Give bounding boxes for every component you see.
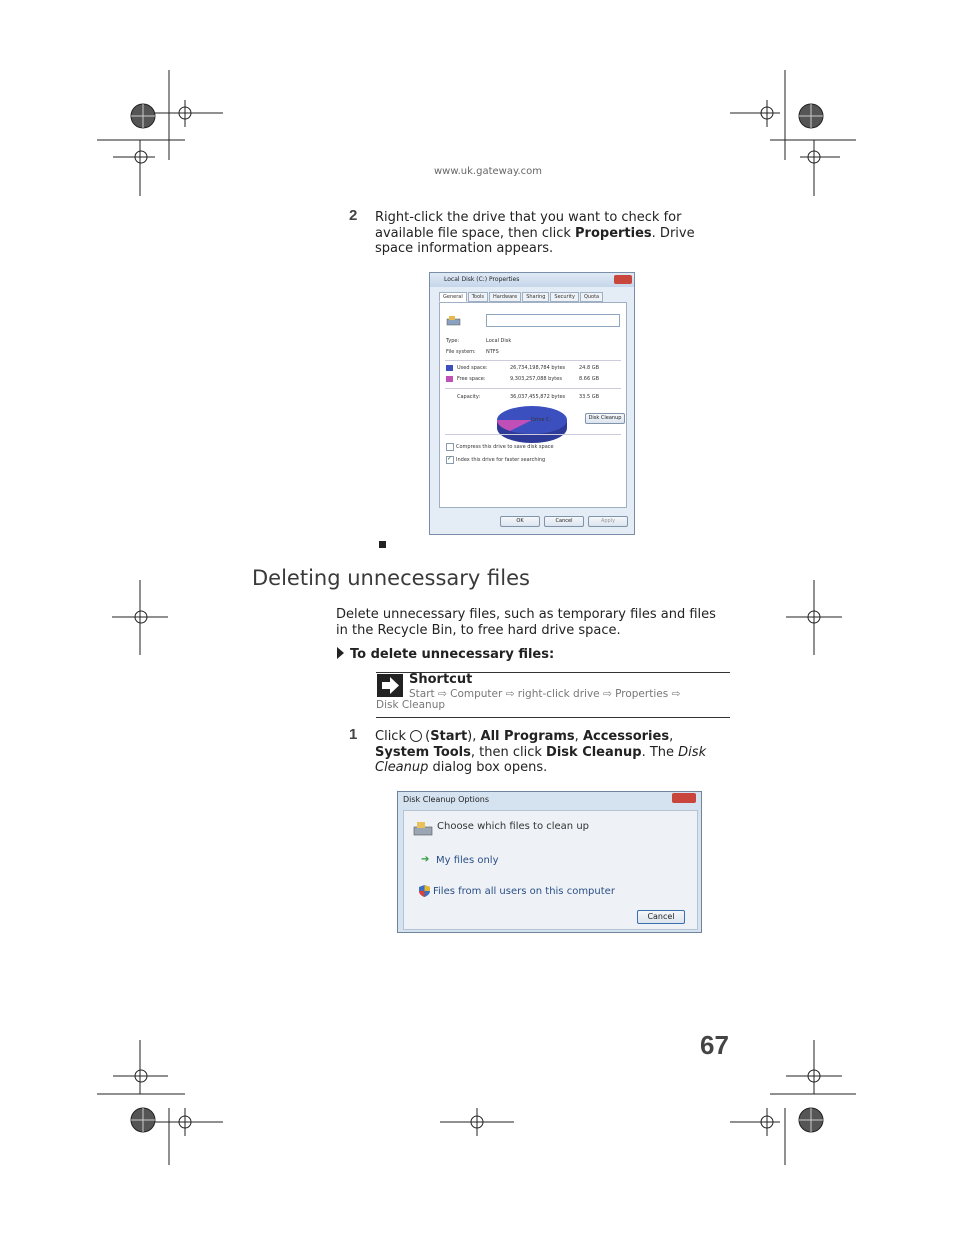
- cancel-button[interactable]: Cancel: [544, 516, 584, 527]
- properties-titlebar: [430, 273, 634, 287]
- index-label: Index this drive for faster searching: [456, 457, 546, 463]
- apply-button[interactable]: Apply: [588, 516, 628, 527]
- free-swatch: [446, 376, 453, 382]
- properties-tabs: [439, 292, 603, 302]
- step2-text: [375, 210, 731, 257]
- fs-label: File system:: [446, 349, 476, 355]
- cancel-button[interactable]: Cancel: [637, 910, 685, 924]
- procedure-heading: [337, 647, 554, 663]
- header-url: www.uk.gateway.com: [434, 166, 542, 177]
- step1-italic: Disk Cleanup: [375, 744, 707, 775]
- disk-cleanup-button[interactable]: Disk Cleanup: [585, 413, 625, 424]
- tab-sharing[interactable]: Sharing: [522, 292, 549, 302]
- used-label: Used space:: [457, 365, 488, 371]
- shortcut-path-end: Disk Cleanup: [376, 699, 446, 711]
- divider: [445, 360, 621, 361]
- cleanup-title: Disk Cleanup Options: [403, 795, 489, 804]
- windows-start-icon: [410, 730, 422, 742]
- drive-icon: [446, 315, 462, 327]
- type-label: Type:: [446, 338, 460, 344]
- used-gb: 24.8 GB: [579, 365, 600, 371]
- cleanup-heading: Choose which files to clean up: [437, 821, 590, 832]
- fs-value: NTFS: [486, 349, 499, 355]
- cleanup-titlebar: [398, 792, 701, 807]
- cleanup-panel: [403, 810, 698, 930]
- cleanup-drive-icon: [412, 821, 434, 837]
- step2-text-b: . Drive space information appears.: [375, 225, 695, 256]
- all-users-files-link[interactable]: Files from all users on this computer: [433, 886, 615, 897]
- tab-tools[interactable]: Tools: [468, 292, 488, 302]
- shield-icon: [419, 885, 430, 897]
- shortcut-arrow-icon: [377, 674, 403, 697]
- tab-hardware[interactable]: Hardware: [489, 292, 521, 302]
- step1-all-programs: All Programs: [480, 729, 575, 744]
- close-icon[interactable]: [614, 275, 632, 284]
- general-panel: [439, 302, 627, 508]
- step1-then: , then click: [470, 744, 547, 760]
- step2-text-a: Right-click the drive that you want to check for available file space, then click: [375, 210, 682, 241]
- triangle-icon: [337, 647, 344, 659]
- properties-title: Local Disk (C:) Properties: [444, 276, 520, 283]
- capacity-bytes: 36,037,455,872 bytes: [510, 394, 566, 400]
- step1-system-tools: System Tools: [375, 744, 471, 760]
- properties-dialog: [429, 272, 635, 535]
- close-icon[interactable]: [672, 793, 696, 803]
- section-intro: Delete unnecessary files, such as temporary files and files in the Recycle Bin, to free hard drive space.: [336, 607, 716, 638]
- step1-text: Click (Start), All Programs, Accessories, System Tools, then click Disk Cleanup. The Disk Cleanup dialog box opens.: [375, 729, 707, 775]
- drive-name-input[interactable]: [486, 314, 620, 327]
- pie-chart: [495, 406, 571, 448]
- free-label: Free space:: [457, 376, 486, 382]
- step1-end: dialog box opens.: [428, 760, 548, 775]
- divider: [445, 434, 621, 435]
- capacity-gb: 33.5 GB: [579, 394, 600, 400]
- shortcut-path: Start ⇨ Computer ⇨ right-click drive ⇨ Properties ⇨: [409, 688, 681, 700]
- index-checkbox[interactable]: ✓: [447, 455, 453, 462]
- section-heading: Deleting unnecessary files: [252, 566, 530, 590]
- divider: [445, 388, 621, 389]
- arrow-right-icon: ➔: [421, 854, 430, 865]
- capacity-label: Capacity:: [457, 394, 481, 400]
- free-bytes: 9,303,257,088 bytes: [510, 376, 562, 382]
- step1-start: Start: [430, 729, 468, 744]
- step-number: 2: [349, 207, 358, 224]
- tab-general[interactable]: General: [439, 292, 467, 302]
- step1-click: Click: [375, 729, 411, 744]
- end-of-procedure-marker: [379, 541, 386, 548]
- step1-accessories: Accessories: [582, 729, 670, 744]
- tab-quota[interactable]: Quota: [580, 292, 603, 302]
- page-number: 67: [700, 1030, 729, 1060]
- ok-button[interactable]: OK: [500, 516, 540, 527]
- compress-checkbox[interactable]: [446, 443, 454, 451]
- step1-disk-cleanup: Disk Cleanup: [546, 744, 642, 760]
- used-swatch: [446, 365, 453, 371]
- step-number: 1: [349, 726, 358, 743]
- step2-bold: Properties: [575, 225, 652, 241]
- used-bytes: 26,734,198,784 bytes: [510, 365, 566, 371]
- type-value: Local Disk: [486, 338, 512, 344]
- compress-label: Compress this drive to save disk space: [456, 444, 554, 450]
- shortcut-title: Shortcut: [409, 672, 473, 687]
- procedure-label: To delete unnecessary files:: [350, 647, 555, 662]
- free-gb: 8.66 GB: [579, 376, 600, 382]
- tab-security[interactable]: Security: [550, 292, 579, 302]
- my-files-only-link[interactable]: My files only: [436, 855, 499, 866]
- disk-cleanup-dialog: [397, 791, 702, 933]
- shortcut-bottom-rule: [376, 717, 730, 718]
- step1-the: . The: [641, 744, 679, 760]
- drive-label: Drive C:: [531, 417, 552, 423]
